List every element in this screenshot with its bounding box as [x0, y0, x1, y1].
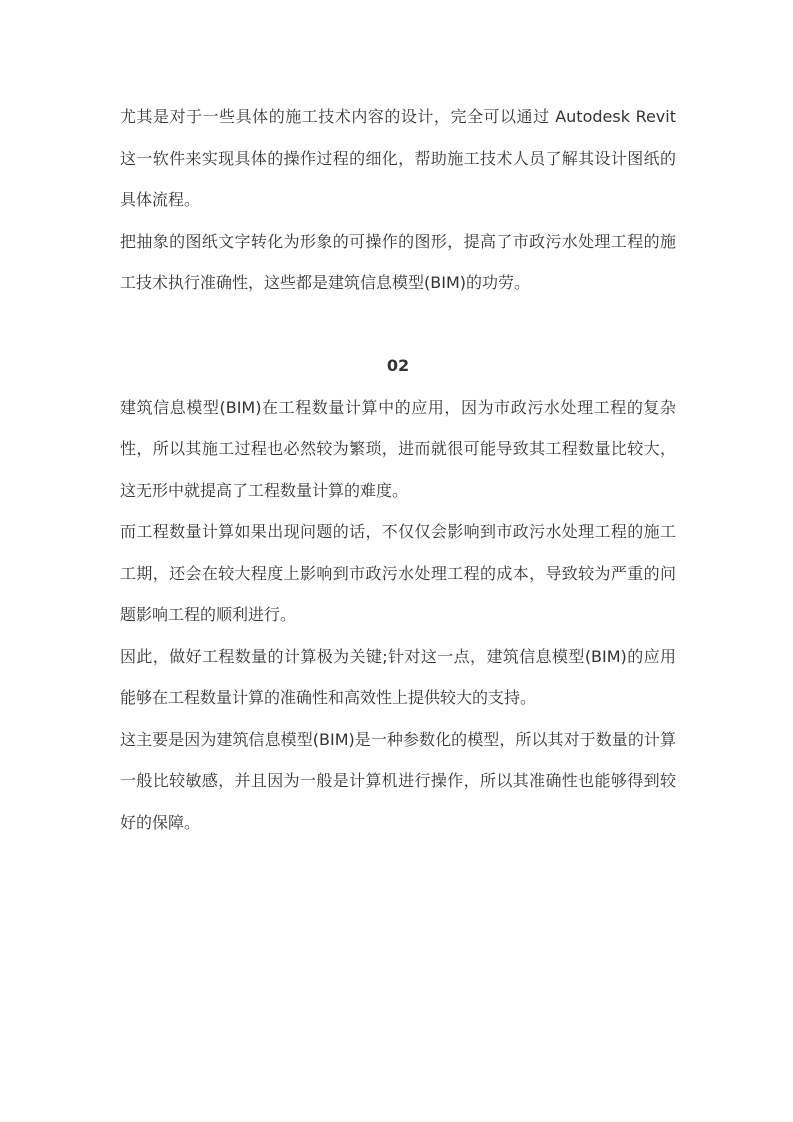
paragraph: 建筑信息模型(BIM)在工程数量计算中的应用，因为市政污水处理工程的复杂性，所以其施工过程也必然较为繁琐，进而就很可能导致其工程数量比较大，这无形中就提高了工程数量计算的难度。 — [120, 397, 676, 500]
document-body — [120, 96, 676, 843]
paragraph: 而工程数量计算如果出现问题的话，不仅仅会影响到市政污水处理工程的施工工期，还会在较大程度上影响到市政污水处理工程的成本，导致较为严重的问题影响工程的顺利进行。 — [120, 522, 676, 624]
blank-line — [120, 304, 676, 346]
paragraph: 把抽象的图纸文字转化为形象的可操作的图形，提高了市政污水处理工程的施工技术执行准确性，这些都是建筑信息模型(BIM)的功劳。 — [120, 231, 676, 292]
section-heading: 02 — [386, 356, 410, 375]
paragraph: 这主要是因为建筑信息模型(BIM)是一种参数化的模型，所以其对于数量的计算一般比较敏感，并且因为一般是计算机进行操作，所以其准确性也能够得到较好的保障。 — [120, 729, 676, 832]
paragraph: 因此，做好工程数量的计算极为关键;针对这一点，建筑信息模型(BIM)的应用能够在工程数量计算的准确性和高效性上提供较大的支持。 — [120, 646, 676, 707]
paragraph: 尤其是对于一些具体的施工技术内容的设计，完全可以通过 Autodesk Revit 这一软件来实现具体的操作过程的细化，帮助施工技术人员了解其设计图纸的具体流程。 — [120, 107, 676, 209]
